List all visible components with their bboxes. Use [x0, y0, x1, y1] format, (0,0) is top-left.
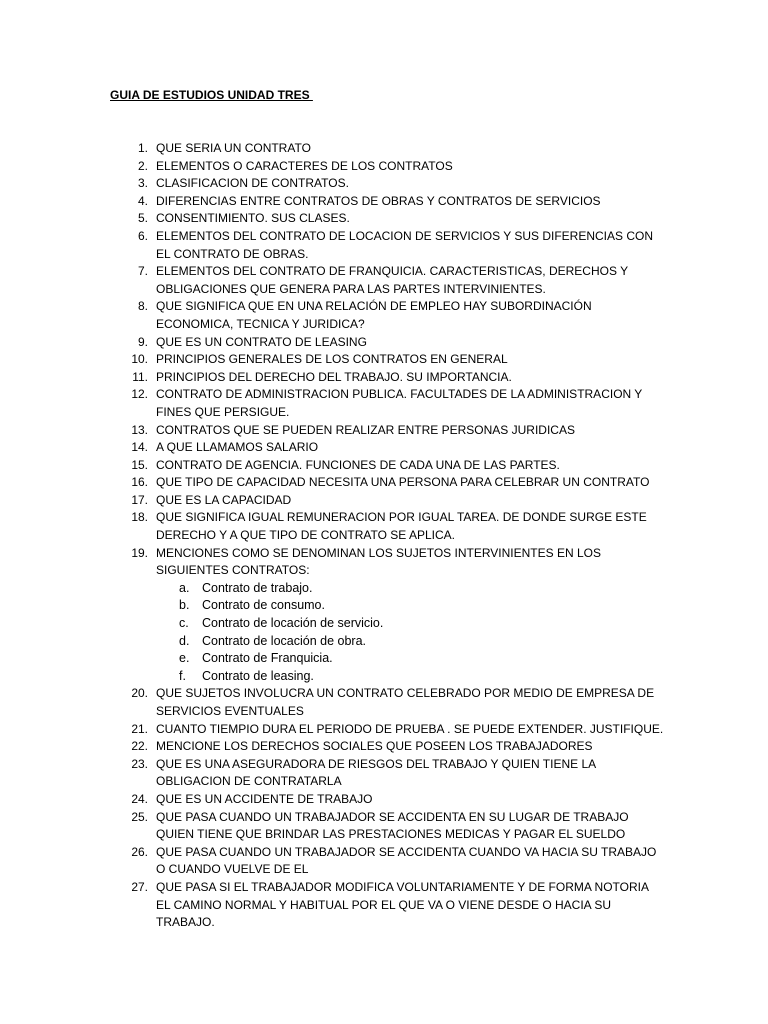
question-item — [0, 844, 664, 879]
sub-item-letter: c. — [179, 616, 189, 631]
question-item — [0, 158, 664, 176]
question-item — [0, 685, 664, 720]
question-number: 5. — [137, 211, 148, 226]
sub-item — [156, 597, 664, 615]
question-item — [0, 422, 664, 440]
question-item — [0, 228, 664, 263]
question-text: PRINCIPIOS GENERALES DE LOS CONTRATOS EN GENERAL — [156, 352, 508, 367]
question-text: DIFERENCIAS ENTRE CONTRATOS DE OBRAS Y CONTRATOS DE SERVICIOS — [156, 193, 601, 208]
sub-item-text: Contrato de leasing. — [202, 668, 314, 683]
sub-item — [156, 668, 664, 686]
question-item — [0, 756, 664, 791]
question-item — [0, 140, 664, 158]
sub-item-letter: e. — [179, 651, 190, 666]
question-text: MENCIONE LOS DERECHOS SOCIALES QUE POSEEN LOS TRABAJADORES — [156, 739, 593, 754]
question-number: 7. — [137, 264, 148, 279]
question-number: 6. — [137, 228, 148, 243]
question-item — [0, 193, 664, 211]
question-text: QUE PASA SI EL TRABAJADOR MODIFICA VOLUNTARIAMENTE Y DE FORMA NOTORIA EL CAMINO NORMAL Y HABITUAL POR EL QUE VA O VIENE DESDE O HACIA SU TRABAJO. — [156, 879, 649, 930]
sub-item-text: Contrato de locación de servicio. — [202, 616, 384, 631]
question-text: QUE SERIA UN CONTRATO — [156, 141, 311, 155]
question-number: 3. — [137, 176, 148, 191]
question-item — [0, 879, 664, 932]
question-number: 13. — [131, 422, 148, 437]
question-text: A QUE LLAMAMOS SALARIO — [156, 440, 319, 455]
question-text: QUE ES UN ACCIDENTE DE TRABAJO — [156, 791, 373, 806]
question-number: 20. — [131, 686, 148, 701]
document-title: GUIA DE ESTUDIOS UNIDAD TRES — [110, 88, 313, 102]
question-item — [0, 791, 664, 809]
question-number: 22. — [131, 739, 148, 754]
sub-item-text: Contrato de locación de obra. — [202, 633, 366, 648]
question-number: 16. — [131, 475, 148, 490]
question-number: 4. — [137, 193, 148, 208]
question-item — [0, 298, 664, 333]
question-item — [0, 351, 664, 369]
question-text: CONTRATO DE AGENCIA. FUNCIONES DE CADA UNA DE LAS PARTES. — [156, 457, 560, 472]
question-item — [0, 809, 664, 844]
question-item — [0, 263, 664, 298]
question-number: 15. — [131, 457, 148, 472]
question-text: PRINCIPIOS DEL DERECHO DEL TRABAJO. SU IMPORTANCIA. — [156, 369, 512, 384]
question-number: 25. — [131, 809, 148, 824]
question-number: 2. — [137, 158, 148, 173]
question-text: QUE ES UN CONTRATO DE LEASING — [156, 334, 367, 349]
question-number: 27. — [131, 879, 148, 894]
question-text: QUE SIGNIFICA IGUAL REMUNERACION POR IGUAL TAREA. DE DONDE SURGE ESTE DERECHO Y A QUE TIPO DE CONTRATO SE APLICA. — [156, 510, 647, 543]
question-number: 17. — [131, 492, 148, 507]
question-item — [0, 386, 664, 421]
question-item — [0, 457, 664, 475]
question-item — [0, 369, 664, 387]
question-number: 14. — [131, 440, 148, 455]
sub-item-text: Contrato de consumo. — [202, 598, 325, 613]
sub-item-list — [156, 580, 664, 686]
sub-item-letter: b. — [179, 598, 190, 613]
question-number: 1. — [137, 141, 148, 155]
sub-item — [156, 615, 664, 633]
question-item — [0, 492, 664, 510]
question-number: 8. — [137, 299, 148, 314]
question-number: 21. — [131, 721, 148, 736]
question-number: 24. — [131, 791, 148, 806]
sub-item — [156, 580, 664, 598]
question-text: QUE SIGNIFICA QUE EN UNA RELACIÓN DE EMPLEO HAY SUBORDINACIÓN ECONOMICA, TECNICA Y JURIDICA? — [156, 299, 592, 331]
question-item — [0, 210, 664, 228]
question-item — [0, 439, 664, 457]
question-list — [0, 140, 768, 932]
question-number: 19. — [131, 545, 148, 560]
question-number: 23. — [131, 756, 148, 771]
question-item — [0, 334, 664, 352]
question-number: 18. — [131, 510, 148, 525]
sub-item-letter: f. — [179, 668, 186, 683]
question-number: 12. — [131, 387, 148, 402]
question-text: QUE SUJETOS INVOLUCRA UN CONTRATO CELEBRADO POR MEDIO DE EMPRESA DE SERVICIOS EVENTUALES — [156, 686, 655, 718]
question-text: QUE ES LA CAPACIDAD — [156, 492, 292, 507]
question-text: CONTRATO DE ADMINISTRACION PUBLICA. FACULTADES DE LA ADMINISTRACION Y FINES QUE PERSIGUE. — [156, 387, 643, 419]
question-text: QUE PASA CUANDO UN TRABAJADOR SE ACCIDENTA CUANDO VA HACIA SU TRABAJO O CUANDO VUELVE DE EL — [156, 844, 657, 877]
question-text: QUE TIPO DE CAPACIDAD NECESITA UNA PERSONA PARA CELEBRAR UN CONTRATO — [156, 475, 650, 490]
question-text: QUE ES UNA ASEGURADORA DE RIESGOS DEL TRABAJO Y QUIEN TIENE LA OBLIGACION DE CONTRATARLA — [156, 756, 596, 789]
question-text: CLASIFICACION DE CONTRATOS. — [156, 176, 349, 191]
question-number: 9. — [137, 334, 148, 349]
question-text: ELEMENTOS DEL CONTRATO DE LOCACION DE SERVICIOS Y SUS DIFERENCIAS CON EL CONTRATO DE OBRAS. — [156, 228, 653, 261]
question-item — [0, 175, 664, 193]
question-text: MENCIONES COMO SE DENOMINAN LOS SUJETOS INTERVINIENTES EN LOS SIGUIENTES CONTRATOS: — [156, 545, 601, 578]
question-text: CONSENTIMIENTO. SUS CLASES. — [156, 211, 350, 226]
question-number: 10. — [131, 352, 148, 367]
question-item — [0, 738, 664, 756]
question-number: 11. — [132, 369, 148, 384]
sub-item-text: Contrato de trabajo. — [202, 580, 313, 595]
sub-item-letter: d. — [179, 633, 190, 648]
sub-item-letter: a. — [179, 580, 190, 595]
sub-item-text: Contrato de Franquicia. — [202, 651, 333, 666]
question-number: 26. — [131, 844, 148, 859]
question-item — [0, 545, 664, 686]
question-text: QUE PASA CUANDO UN TRABAJADOR SE ACCIDENTA EN SU LUGAR DE TRABAJO QUIEN TIENE QUE BRINDAR LAS PRESTACIONES MEDICAS Y PAGAR EL SUELDO — [156, 809, 629, 842]
question-text: CUANTO TIEMPIO DURA EL PERIODO DE PRUEBA . SE PUEDE EXTENDER. JUSTIFIQUE. — [156, 721, 664, 736]
sub-item — [156, 633, 664, 651]
question-text: CONTRATOS QUE SE PUEDEN REALIZAR ENTRE PERSONAS JURIDICAS — [156, 422, 575, 437]
question-text: ELEMENTOS DEL CONTRATO DE FRANQUICIA. CARACTERISTICAS, DERECHOS Y OBLIGACIONES QUE GENERA PARA LAS PARTES INTERVINIENTES. — [156, 264, 628, 296]
sub-item — [156, 650, 664, 668]
question-item — [0, 509, 664, 544]
question-text: ELEMENTOS O CARACTERES DE LOS CONTRATOS — [156, 158, 453, 173]
question-item — [0, 474, 664, 492]
question-item — [0, 721, 664, 739]
